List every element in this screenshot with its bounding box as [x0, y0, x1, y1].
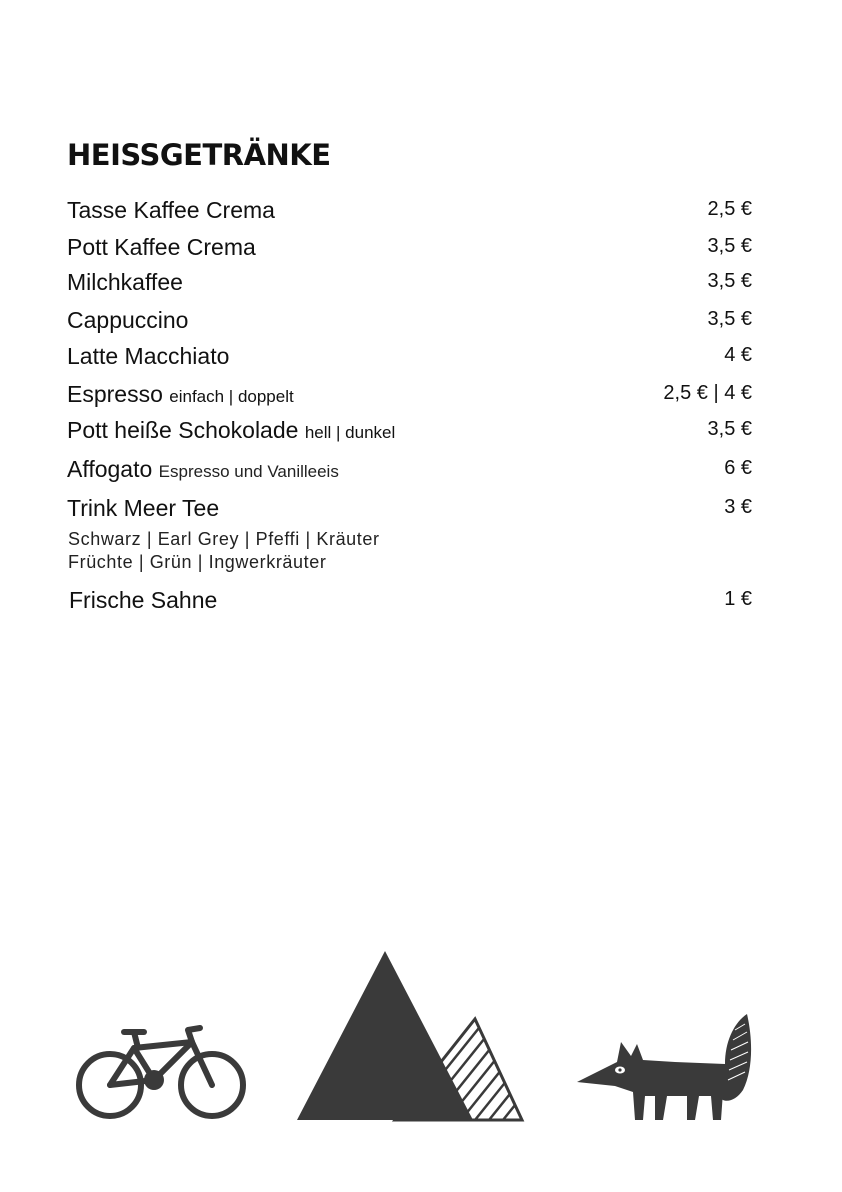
item-price: 3,5 € — [707, 418, 752, 440]
item-price: 3,5 € — [707, 308, 752, 330]
item-detail: Espresso und Vanilleeis — [158, 462, 339, 481]
tea-varieties-line: Früchte | Grün | Ingwerkräuter — [68, 552, 327, 572]
item-name: Milchkaffee — [67, 269, 183, 295]
fox-icon — [575, 1010, 755, 1125]
item-name: Cappuccino — [67, 307, 189, 333]
menu-item — [69, 586, 752, 620]
item-price: 3 € — [724, 496, 752, 518]
menu-title: HEISSGETRÄNKE — [67, 138, 331, 172]
menu-item — [67, 494, 752, 528]
item-price: 3,5 € — [707, 270, 752, 292]
menu-item — [67, 342, 752, 376]
item-name: Frische Sahne — [69, 587, 218, 613]
menu-item — [67, 416, 752, 450]
item-price: 3,5 € — [707, 235, 752, 257]
menu-item — [67, 380, 752, 414]
menu-item — [67, 455, 752, 489]
item-detail: einfach | doppelt — [169, 387, 294, 406]
item-price: 1 € — [724, 588, 752, 610]
item-name-wrap — [67, 417, 395, 444]
item-name: Trink Meer Tee — [67, 495, 220, 521]
item-name: Espresso — [67, 381, 163, 407]
item-name: Latte Macchiato — [67, 343, 230, 369]
item-name-wrap — [67, 456, 339, 483]
menu-item — [67, 306, 752, 340]
mountains-icon — [295, 948, 525, 1124]
item-name: Pott heiße Schokolade — [67, 417, 299, 443]
item-price: 6 € — [724, 457, 752, 479]
item-detail: hell | dunkel — [304, 423, 396, 442]
item-name: Affogato — [67, 456, 153, 482]
menu-item — [67, 196, 752, 230]
item-price: 4 € — [724, 344, 752, 366]
item-price: 2,5 € — [707, 198, 752, 220]
menu-item — [67, 268, 752, 302]
item-name-wrap — [67, 381, 294, 408]
bicycle-icon — [72, 1020, 252, 1125]
tea-varieties-line: Schwarz | Earl Grey | Pfeffi | Kräuter — [68, 529, 380, 549]
menu-item — [67, 233, 752, 267]
item-price: 2,5 € | 4 € — [663, 382, 752, 404]
item-name: Pott Kaffee Crema — [67, 234, 256, 260]
item-name: Tasse Kaffee Crema — [67, 197, 275, 223]
